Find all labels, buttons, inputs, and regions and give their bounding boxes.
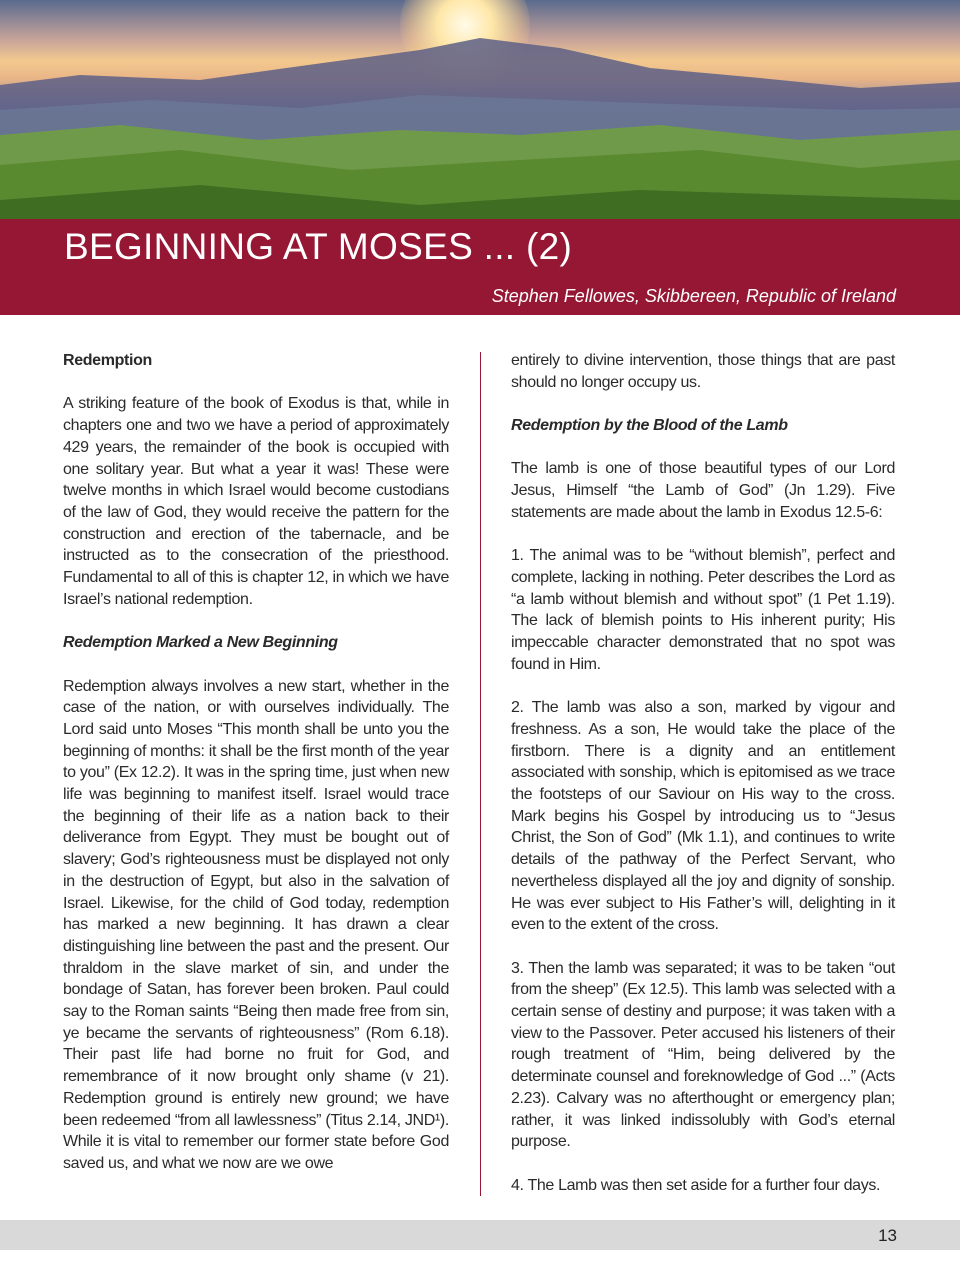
paragraph: 2. The lamb was also a son, marked by vigour and freshness. As a son, He would take the place of the firstborn. There is a dignity and an entitlement associated with sonship, which is epitomised as we trace the footsteps of our Saviour on His way to the cross. Mark begins his Gospel by introducing us to “Jesus Christ, the Son of God” (Mk 1.1), and continues to write details of the pathway of the Perfect Servant, who nevertheless displayed all the joy and dignity of sonship. He was ever subject to His Father’s will, delighting in it even to the extent of the cross.: [511, 699, 895, 934]
article-title: BEGINNING AT MOSES ... (2): [64, 226, 573, 267]
paragraph: 3. Then the lamb was separated; it was to be taken “out from the sheep” (Ex 12.5). This lamb was selected with a certain sense of destiny and purpose; it was taken with a view to the Passover. Peter accused his listeners of their rough treatment of “Him, being delivered by the determinate counsel and foreknowledge of God ...” (Acts 2.23). Calvary was no afterthought or emergency plan; rather, it was linked indissolubly with God’s eternal purpose.: [511, 959, 895, 1151]
paragraph: Redemption always involves a new start, whether in the case of the nation, or with ourselves individually. The Lord said unto Moses “This month shall be unto you the beginning of months: it shall be the first month of the year to you” (Ex 12.2). It was in the spring time, just when new life was beginning to manifest itself. Israel would trace the beginning of their life as a nation back to their deliverance from Egypt. They must be bought out of slavery; God’s righteousness must be displayed not only in the destruction of Egypt, but also in the salvation of Israel. Likewise, for the child of God today, redemption has marked a new beginning. It has drawn a clear distinguishing line between the past and the present. Our thraldom in the slave market of sin, and under the bondage of Satan, has forever been broken. Paul could say to the Roman saints “Being then made free from sin, ye became the servants of righteousness” (Rom 6.18). Their past life had borne no fruit for God, and remembrance of it now brought only shame (v 21). Redemption ground is entirely new ground; we have been redeemed “from all lawlessness” (Titus 2.14, JND¹). While it is vital to remember our former state before God saved us, and what we now are we owe: [63, 677, 449, 1172]
paragraph: 4. The Lamb was then set aside for a further four days.: [511, 1176, 881, 1194]
paragraph: entirely to divine intervention, those things that are past should no longer occupy us.: [511, 352, 895, 391]
section-heading: Redemption Marked a New Beginning: [63, 634, 338, 652]
paragraph: A striking feature of the book of Exodus is that, while in chapters one and two we have a period of approximately 429 years, the remainder of the book is occupied with one solitary year. But what a year it was! These were twelve months in which Israel would become custodians of the law of God, they would receive the pattern for the construction and erection of the tabernacle, and be instructed as to the consecration of the priesthood. Fundamental to all of this is chapter 12, in which we have Israel’s national redemption.: [63, 395, 449, 608]
section-heading: Redemption by the Blood of the Lamb: [511, 417, 788, 435]
left-column: [63, 350, 449, 1175]
article-author: Stephen Fellowes, Skibbereen, Republic of Ireland: [491, 286, 896, 306]
column-divider: [480, 352, 481, 1196]
mountain-landscape: [0, 0, 960, 219]
paragraph: 1. The animal was to be “without blemish”, perfect and complete, lacking in nothing. Peter describes the Lord as “a lamb without blemish and without spot” (1 Pet 1.19). The lack of blemish points to His inherent purity; His impeccable character demonstrated that no spot was found in Him.: [511, 547, 895, 673]
header-landscape-image: [0, 0, 960, 219]
page-footer-bar: [0, 1220, 960, 1250]
right-column: [511, 350, 895, 1196]
page-number: 13: [878, 1226, 897, 1245]
paragraph: The lamb is one of those beautiful types of our Lord Jesus, Himself “the Lamb of God” (Jn 1.29). Five statements are made about the lamb in Exodus 12.5-6:: [511, 460, 895, 521]
section-heading: Redemption: [63, 352, 152, 369]
